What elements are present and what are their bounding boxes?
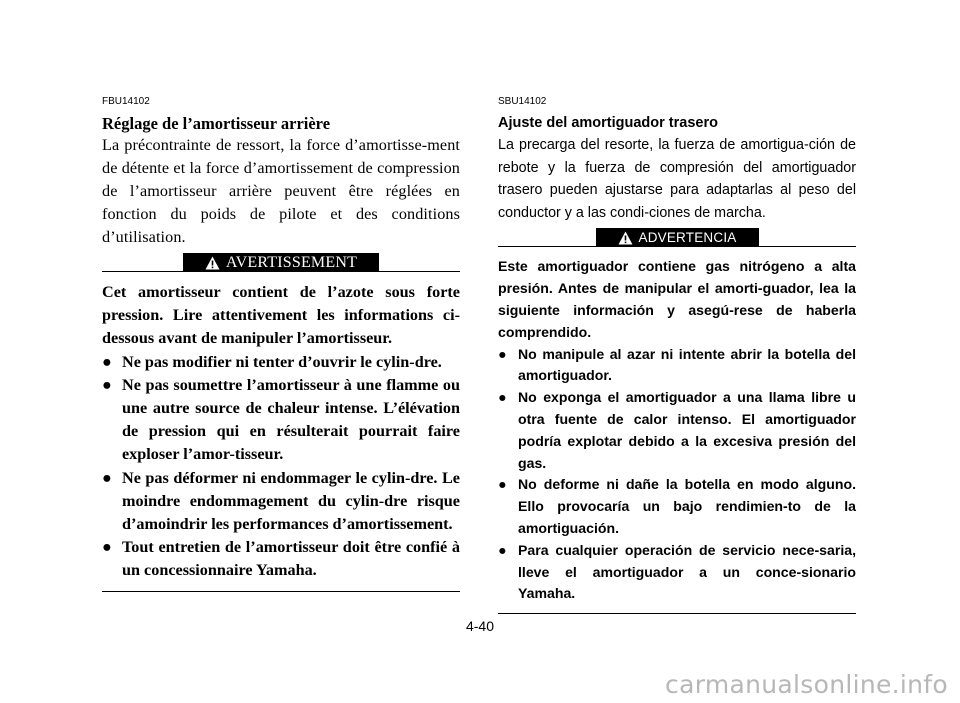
section-code: FBU14102 xyxy=(102,96,150,107)
list-item-text: No exponga el amortiguador a una llama libre u otra fuente de calor intenso. El amortiguador podría explotar debido a la excesiva presión del gas. xyxy=(518,389,856,471)
section-body: La precarga del resorte, la fuerza de amortigua-ción de rebote y la fuerza de compresión del amortiguador trasero pueden ajustarse para adaptarlas al peso del conductor y a las condi-ciones de marcha. xyxy=(498,137,856,221)
list-item-text: Tout entretien de l’amortisseur doit être confié à un concessionnaire Yamaha. xyxy=(122,538,460,580)
warning-header xyxy=(102,251,460,272)
warning-header xyxy=(498,226,856,247)
warning-triangle-icon xyxy=(205,256,220,270)
bullet-icon: ● xyxy=(102,468,112,487)
warning-label: AVERTISSEMENT xyxy=(225,253,358,271)
section-heading: Ajuste del amortiguador trasero xyxy=(498,115,718,131)
section-code: SBU14102 xyxy=(498,96,547,107)
list-item-text: Para cualquier operación de servicio nece-saria, lleve el amortiguador a un conce-sionario Yamaha. xyxy=(518,541,856,602)
warning-intro: Este amortiguador contiene gas nitrógeno a alta presión. Antes de manipular el amorti-guador, lea la siguiente información y asegú-rese de haberla comprendido. xyxy=(498,258,856,340)
list-item-text: Ne pas modifier ni tenter d’ouvrir le cylin-dre. xyxy=(122,352,442,371)
list-item xyxy=(102,536,460,582)
french-column xyxy=(102,96,460,592)
section-end-rule xyxy=(102,591,460,592)
list-item xyxy=(498,344,856,388)
site-watermark: carmanualsonline.info xyxy=(665,670,948,699)
list-item xyxy=(498,387,856,474)
spanish-column xyxy=(498,96,856,614)
bullet-icon: ● xyxy=(498,345,507,362)
bullet-icon: ● xyxy=(498,541,507,558)
warning-list xyxy=(102,351,460,583)
warning-label: ADVERTENCIA xyxy=(638,230,737,246)
list-item xyxy=(498,474,856,539)
list-item xyxy=(102,467,460,537)
bullet-icon: ● xyxy=(102,352,112,371)
bullet-icon: ● xyxy=(498,389,507,406)
warning-list xyxy=(498,344,856,606)
list-item xyxy=(498,540,856,605)
section-end-rule xyxy=(498,613,856,614)
page-number: 4-40 xyxy=(465,618,495,634)
list-item xyxy=(102,374,460,467)
warning-badge xyxy=(596,228,759,247)
list-item-text: No manipule al azar ni intente abrir la botella del amortiguador. xyxy=(518,345,856,384)
section-heading: Réglage de l’amortisseur arrière xyxy=(102,114,331,133)
list-item-text: Ne pas déformer ni endommager le cylin-dre. Le moindre endommagement du cylin-dre risque d’amoindrir les performances d’amortissement. xyxy=(122,468,460,534)
list-item xyxy=(102,351,460,374)
list-item-text: No deforme ni dañe la botella en modo alguno. Ello provocaría un bajo rendimien-to de la amortiguación. xyxy=(518,476,856,536)
section-body: La précontrainte de ressort, la force d’amortisse-ment de détente et la force d’amortissement de compression de l’amortisseur arrière peuvent être réglées en fonction du poids de pilote et des conditions d’utilisation. xyxy=(102,136,460,246)
warning-badge xyxy=(183,253,379,272)
bullet-icon: ● xyxy=(102,375,112,394)
list-item-text: Ne pas soumettre l’amortisseur à une flamme ou une autre source de chaleur intense. L’élévation de pression qui en résulterait pourrait faire exploser l’amor-tisseur. xyxy=(122,375,460,464)
bullet-icon: ● xyxy=(498,476,507,493)
warning-intro: Cet amortisseur contient de l’azote sous forte pression. Lire attentivement les informations ci-dessous avant de manipuler l’amortisseur. xyxy=(102,283,460,348)
warning-triangle-icon xyxy=(618,231,633,245)
bullet-icon: ● xyxy=(102,538,112,557)
